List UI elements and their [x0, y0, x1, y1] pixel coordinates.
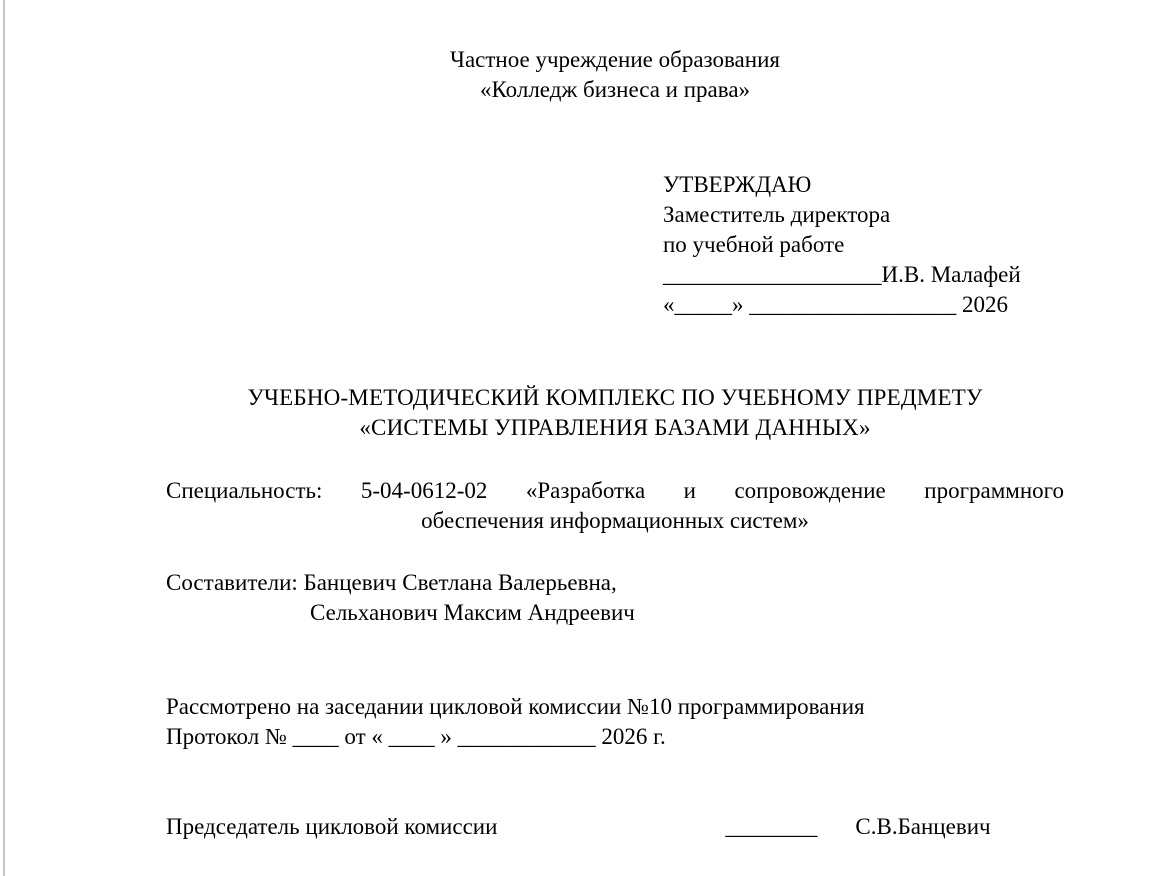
approval-heading: УТВЕРЖДАЮ: [663, 172, 812, 197]
approver-position-line1: Заместитель директора: [663, 202, 891, 227]
authors-block: [166, 568, 1064, 628]
chairman-name: С.В.Банцевич: [855, 814, 991, 839]
approver-position-line2: по учебной работе: [663, 232, 845, 257]
chairman-label: Председатель цикловой комиссии: [166, 814, 498, 839]
authors-line2: Сельханович Максим Андреевич: [310, 600, 635, 625]
review-protocol-line: Протокол № ____ от « ____ » ____________ 2026 г.: [166, 724, 666, 749]
page-edge-line: [3, 0, 5, 876]
approval-date-line: «_____» __________________ 2026: [663, 292, 1008, 317]
chairman-signature-line: ________: [725, 814, 818, 839]
approver-signature-line: ___________________И.В. Малафей: [663, 262, 1021, 287]
review-line1: Рассмотрено на заседании цикловой комиссии №10 программирования: [166, 694, 865, 719]
specialty-line1: Специальность: 5-04-0612-02 «Разработка и сопровождение программного: [166, 478, 1064, 503]
approval-block: [663, 170, 1064, 320]
organization-name-line1: Частное учреждение образования: [450, 47, 780, 72]
organization-name-line2: «Колледж бизнеса и права»: [479, 77, 751, 102]
organization-header: [166, 45, 1064, 105]
authors-line1: Составители: Банцевич Светлана Валерьевна,: [166, 570, 617, 595]
document-title: [166, 383, 1064, 443]
document-title-line1: УЧЕБНО-МЕТОДИЧЕСКИЙ КОМПЛЕКС ПО УЧЕБНОМУ ПРЕДМЕТУ: [247, 385, 983, 410]
document-content: [166, 0, 1064, 842]
chairman-line: [166, 812, 1064, 842]
specialty-line2: обеспечения информационных систем»: [421, 508, 809, 533]
document-title-line2: «СИСТЕМЫ УПРАВЛЕНИЯ БАЗАМИ ДАННЫХ»: [359, 415, 871, 440]
specialty-paragraph: [166, 476, 1064, 536]
review-block: [166, 692, 1064, 752]
